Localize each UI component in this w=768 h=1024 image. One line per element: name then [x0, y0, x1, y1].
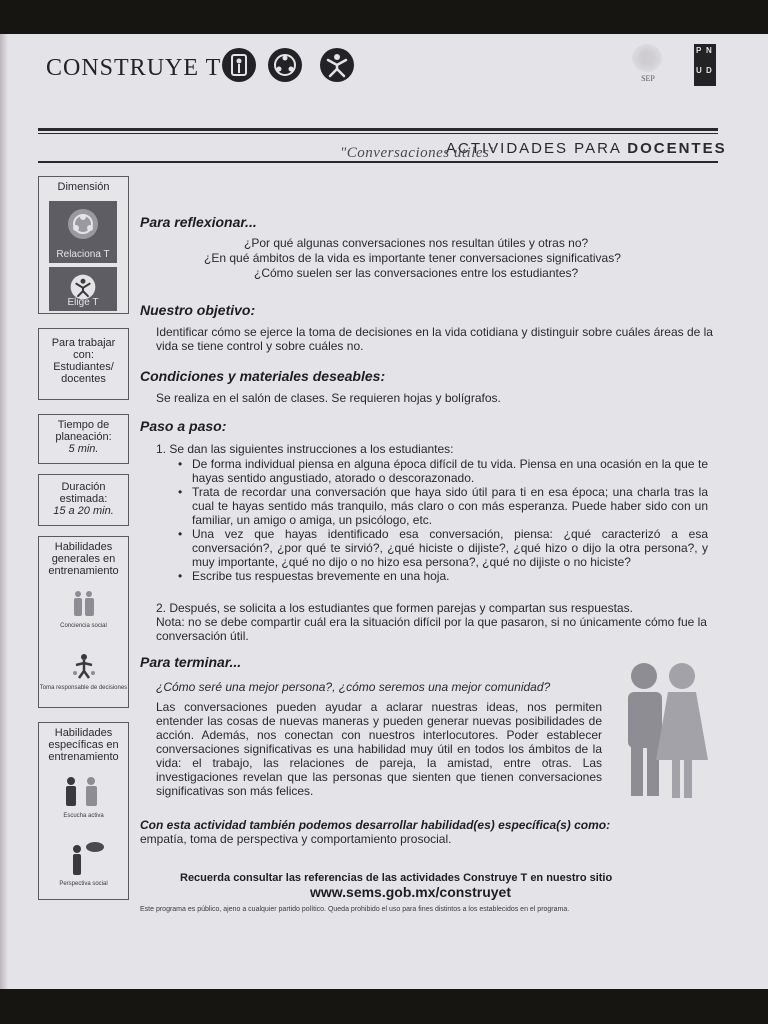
planning-value: 5 min.	[68, 443, 99, 455]
people-circle-icon	[268, 48, 302, 82]
work-with-label: Para trabajar con: Estudiantes/ docentes	[51, 337, 116, 385]
general-skills-label: Habilidades generales en entrenamiento	[48, 541, 119, 577]
step-2: 2. Después, se solicita a los estudiantes que formen parejas y compartan sus respuestas.	[156, 601, 633, 615]
reflect-heading: Para reflexionar...	[140, 214, 257, 230]
activities-label-text: ACTIVIDADES PARA	[446, 140, 622, 157]
social-awareness-icon	[69, 589, 99, 619]
pnud-logo: P N U D	[694, 44, 716, 86]
eagle-seal-icon	[632, 44, 662, 72]
footer-disclaimer: Este programa es público, ajeno a cualquier partido político. Queda prohibido el uso para fines distintos a los establecidos en el programa.	[140, 906, 570, 913]
skill-caption: Escucha activa	[63, 813, 104, 819]
step-1: 1. Se dan las siguientes instrucciones a los estudiantes:	[156, 442, 454, 456]
extra-skills-list: empatía, toma de perspectiva y comportamiento prosocial.	[140, 832, 452, 846]
instruction-list	[178, 457, 708, 583]
planning-label: Tiempo de planeación:	[55, 419, 112, 443]
footer-reference-line: Recuerda consultar las referencias de las actividades Construye T en nuestro sitio	[180, 872, 613, 884]
objective-text: Identificar cómo se ejerce la toma de decisiones en la vida cotidiana y distinguir sobre cuáles áreas de la vida se tiene control y sobre cuáles no.	[156, 325, 713, 353]
active-listening-icon	[61, 775, 105, 811]
dimension-label: Dimensión	[57, 181, 110, 193]
instruction-item: • Una vez que hayas identificado esa conversación, piensa: ¿qué caracterizó a esa conversación?, ¿por qué te sirvió?, ¿qué hiciste o dijiste?, ¿qué hizo o dijo la otra persona?, y muy importante, ¿qué no dijo o no hizo esa persona?, ¿qué no dijiste o no hiciste?	[178, 527, 708, 569]
extra-skills-lead: Con esta actividad también podemos desarrollar habilidad(es) específica(s) como:	[140, 818, 611, 832]
couple-illustration	[616, 656, 716, 806]
instruction-item: • Trata de recordar una conversación que haya sido útil para ti en esa época; una charla tras la cual te hayas sentido más tranquilo, más claro o con más esperanza. Puede haber sido con un familiar, un amigo o amiga, un psicólogo, etc.	[178, 485, 708, 527]
specific-skills-box	[38, 722, 129, 900]
people-circle-icon	[66, 207, 100, 241]
instruction-item: • Escribe tus respuestas brevemente en una hoja.	[178, 569, 708, 583]
decision-making-icon	[71, 651, 97, 681]
dimension-box	[38, 176, 129, 314]
general-skills-box	[38, 536, 129, 708]
page-edge-shadow	[0, 34, 8, 989]
social-perspective-icon	[67, 839, 111, 877]
specific-skills-label: Habilidades específicas en entrenamiento	[48, 727, 119, 763]
closing-question: ¿Cómo seré una mejor persona?, ¿cómo seremos una mejor comunidad?	[156, 680, 551, 694]
sep-label: SEP	[641, 74, 655, 83]
conditions-heading: Condiciones y materiales deseables:	[140, 368, 386, 384]
brand-wordmark	[46, 52, 221, 82]
instruction-item: • De forma individual piensa en alguna época difícil de tu vida. Piensa en una ocasión en la que te hayas sentido angustiado, atorado o descorazonado.	[178, 457, 708, 485]
step-1-instructions	[178, 457, 708, 583]
brand-name: CONSTRUYE T	[46, 55, 222, 81]
activities-label-bold: DOCENTES	[627, 140, 727, 157]
skill-caption: Toma responsable de decisiones	[39, 685, 128, 691]
reflect-question: ¿Por qué algunas conversaciones nos resultan útiles y otras no?	[244, 236, 589, 250]
phone-booth-icon	[222, 48, 256, 82]
header-rule-thin	[38, 133, 718, 134]
closing-heading: Para terminar...	[140, 654, 242, 670]
jumping-person-icon	[320, 48, 354, 82]
dimension-tile-label: Relaciona T	[56, 249, 110, 260]
duration-box	[38, 474, 129, 526]
planning-box	[38, 414, 129, 464]
duration-value: 15 a 20 min.	[53, 505, 114, 517]
reflect-question: ¿En qué ámbitos de la vida es importante tener conversaciones significativas?	[204, 251, 621, 265]
conditions-text: Se realiza en el salón de clases. Se requieren hojas y bolígrafos.	[156, 391, 501, 405]
work-with-box	[38, 328, 129, 400]
duration-label: Duración estimada:	[59, 481, 108, 505]
skill-caption: Perspectiva social	[59, 881, 108, 887]
dimension-tile-label: Elige T	[67, 297, 99, 308]
skill-caption: Conciencia social	[60, 623, 107, 629]
header-rule	[38, 128, 718, 131]
activity-title: "Conversaciones útiles"	[340, 145, 497, 161]
objective-heading: Nuestro objetivo:	[140, 302, 256, 318]
footer-url: www.sems.gob.mx/construyet	[310, 884, 511, 900]
step-note: Nota: no se debe compartir cuál era la situación difícil por la que pasaron, si no únicamente cómo fue la conversación útil.	[156, 615, 707, 643]
closing-text: Las conversaciones pueden ayudar a aclarar nuestras ideas, nos permiten entender las cosas de nuevas maneras y pueden generar nuevas posibilidades de acción. Además, nos conectan con nuestros interlocutores. Poder establecer conversaciones significativas es una habilidad muy útil en todos los ámbitos de la vida: el trabajo, las relaciones de pareja, la amistad, entre otras. Las investigaciones revelan que las personas que sienten que tienen conversaciones significativas son más felices.	[156, 700, 602, 798]
reflect-question: ¿Cómo suelen ser las conversaciones entre los estudiantes?	[254, 266, 579, 280]
sep-logo	[626, 42, 670, 102]
dimension-tile-elige	[49, 267, 117, 311]
steps-heading: Paso a paso:	[140, 418, 227, 434]
dimension-tile-relaciona	[49, 201, 117, 263]
